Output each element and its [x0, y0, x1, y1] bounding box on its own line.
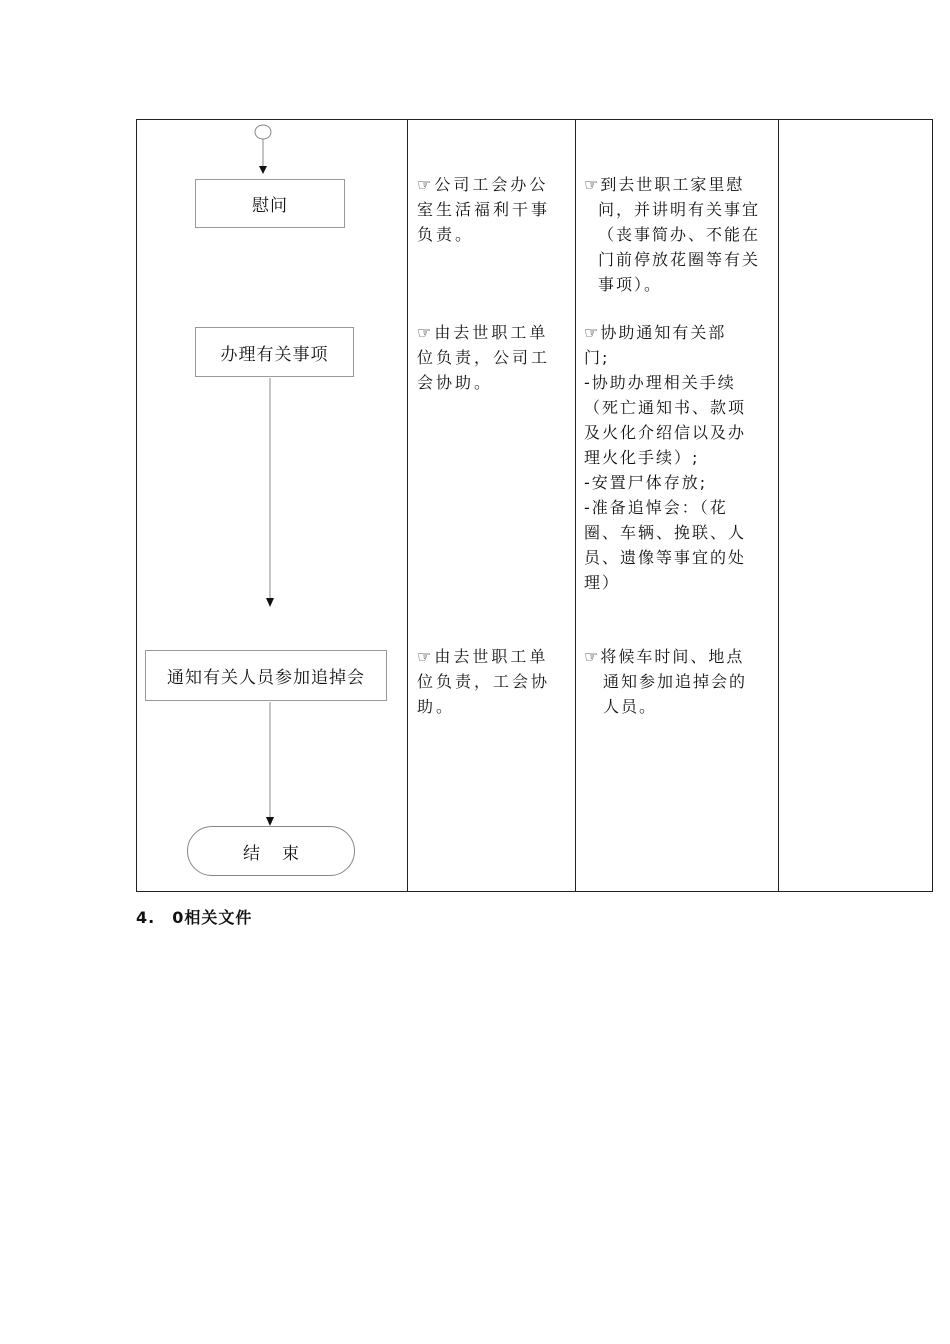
cell-line: -协助办理相关手续: [584, 373, 736, 392]
flow-step-label: 办理有关事项: [220, 344, 329, 365]
cell-line: 问，并讲明有关事宜: [598, 200, 761, 219]
cell-line: 事项）。: [598, 275, 663, 294]
cell-line: （丧事简办、不能在: [598, 225, 761, 244]
cell-line: 理）: [584, 573, 621, 592]
cell-line: ☞将候车时间、地点: [584, 647, 745, 666]
cell-line: ☞到去世职工家里慰: [584, 175, 745, 194]
cell-line: 门前停放花圈等有关: [598, 250, 761, 269]
task-cell-1: [584, 172, 760, 297]
cell-line: （死亡通知书、款项: [584, 398, 747, 417]
responsible-cell-2: [417, 320, 550, 395]
cell-line: 圈、车辆、挽联、人: [584, 523, 747, 542]
flow-step-label: 通知有关人员参加追掉会: [167, 668, 365, 688]
cell-line: ☞由去世职工单: [417, 323, 549, 342]
cell-line: ☞由去世职工单: [417, 647, 549, 666]
cell-line: 员、遗像等事宜的处: [584, 548, 747, 567]
responsible-cell-3: [417, 644, 550, 719]
cell-line: 人员。: [603, 697, 658, 716]
cell-line: 位负责，工会协: [417, 672, 551, 691]
flow-end-label: 结束: [243, 843, 321, 864]
flow-step-notify-attendees: [145, 650, 387, 701]
cell-line: -准备追悼会：（花: [584, 498, 728, 517]
cell-line: ☞协助通知有关部: [584, 323, 727, 342]
cell-line: ☞公司工会办公: [417, 175, 549, 194]
cell-line: 位负责，公司工: [417, 348, 551, 367]
flow-step-label: 慰问: [252, 196, 288, 216]
column-divider: [407, 119, 408, 892]
cell-line: 及火化介绍信以及办: [584, 423, 747, 442]
cell-line: 会协助。: [417, 373, 494, 392]
task-cell-3: [584, 644, 747, 719]
responsible-cell-1: [417, 172, 550, 247]
cell-line: -安置尸体存放;: [584, 473, 708, 492]
cell-line: 理火化手续）;: [584, 448, 700, 467]
flow-step-handle-matters: [195, 327, 354, 377]
cell-line: 负责。: [417, 225, 475, 244]
flow-step-condolence: [195, 179, 345, 228]
section-heading-related-documents: 4. 0相关文件: [136, 908, 253, 927]
cell-line: 门;: [584, 348, 610, 367]
column-divider: [575, 119, 576, 892]
cell-line: 助。: [417, 697, 456, 716]
flow-end-terminator: [187, 826, 355, 876]
task-cell-2: [584, 320, 746, 595]
column-divider: [778, 119, 779, 892]
cell-line: 室生活福利干事: [417, 200, 551, 219]
cell-line: 通知参加追掉会的: [603, 672, 748, 691]
